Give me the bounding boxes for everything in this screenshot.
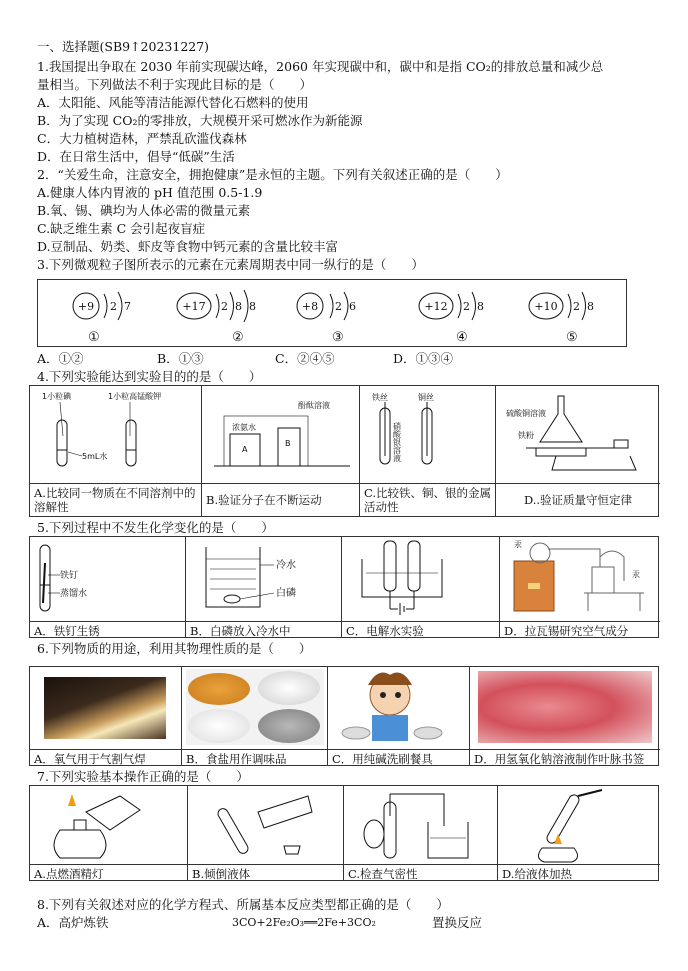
atom-4-shell-2: 8	[477, 300, 484, 313]
atom-1-nucleus: +9	[77, 300, 95, 313]
q2-option-c: C.缺乏维生素 C 会引起夜盲症	[37, 221, 206, 236]
q1-option-a: A．太阳能、风能等清洁能源代替化石燃料的使用	[37, 95, 309, 110]
q6-figure-panel	[29, 666, 659, 766]
atom-5-nucleus: +10	[534, 300, 558, 313]
dishwashing-cartoon	[328, 667, 470, 747]
label-distilled-water: 蒸馏水	[60, 589, 88, 599]
label-ammonia: 浓氨水	[232, 423, 256, 432]
atom-1	[73, 292, 131, 345]
label-mercury-right: 汞	[632, 570, 640, 579]
q4-figure-c	[360, 386, 496, 516]
q3-option-b: B．①③	[157, 351, 204, 366]
label-iron-nail: 铁钉	[60, 571, 79, 581]
q7-figure-b	[188, 786, 344, 880]
atom-3-shell-2: 6	[349, 300, 356, 313]
label-iodine: 1小粒碘	[42, 392, 72, 401]
q3-option-d: D．①③④	[393, 351, 454, 366]
q6-figure-b	[182, 667, 328, 765]
q7-caption-b: B.倾倒液体	[188, 864, 343, 880]
atom-1-label: ①	[88, 330, 100, 345]
test-tube-a2	[126, 420, 136, 466]
q5-caption-a: A．铁钉生锈	[30, 621, 185, 637]
label-white-phosphorus: 白磷	[276, 588, 296, 599]
q5-figure-b	[186, 537, 342, 637]
q6-figure-d	[470, 667, 660, 765]
atom-5-label: ⑤	[566, 330, 578, 345]
label-cold-water: 冷水	[276, 560, 296, 571]
atom-5	[529, 292, 594, 345]
q5-figure-panel	[29, 536, 659, 638]
atom-2-shell-3: 8	[249, 300, 256, 313]
airtightness-check	[344, 786, 498, 864]
q6-caption-a: A．氧气用于气割气焊	[30, 749, 181, 765]
atom-2-nucleus: +17	[182, 300, 206, 313]
atom-diagrams	[38, 280, 628, 348]
q7-caption-c: C.检查气密性	[344, 864, 497, 880]
atom-2-label: ②	[232, 330, 244, 345]
label-copper-sulfate: 硫酸铜溶液	[506, 409, 546, 418]
q1-option-c: C．大力植树造林，严禁乱砍滥伐森林	[37, 131, 247, 146]
atom-3	[297, 292, 356, 345]
q5-caption-d: D．拉瓦锡研究空气成分	[500, 621, 660, 637]
q1-stem-line2: 量相当。下列做法不利于实现此目标的是（ ）	[37, 77, 313, 92]
q3-option-a: A．①②	[37, 351, 84, 366]
label-copper-wire: 铜丝	[418, 393, 434, 402]
q7-figure-a	[30, 786, 188, 880]
q8-option-a-label: A．高炉炼铁	[37, 915, 109, 930]
q4-figure-a	[30, 386, 202, 516]
leaf-vein-photo	[478, 671, 652, 743]
q1-option-d: D．在日常生活中，倡导“低碳”生活	[37, 149, 235, 164]
label-a: A	[242, 445, 248, 454]
q6-caption-b: B．食盐用作调味品	[182, 749, 327, 765]
q2-stem: 2．“关爱生命，注意安全，拥抱健康”是永恒的主题。下列有关叙述正确的是（ ）	[37, 167, 508, 182]
q5-figure-d	[500, 537, 660, 637]
q4-caption-c: C.比较铁、铜、银的金属活动性	[360, 483, 495, 516]
q7-caption-a: A.点燃酒精灯	[30, 864, 187, 880]
flask	[540, 396, 582, 442]
atom-4-shell-1: 2	[463, 300, 470, 313]
atom-5-shell-2: 8	[587, 300, 594, 313]
q5-caption-b: B．白磷放入冷水中	[186, 621, 341, 637]
q5-stem: 5.下列过程中不发生化学变化的是（ ）	[37, 520, 274, 535]
atom-3-shell-1: 2	[335, 300, 342, 313]
q2-option-d: D.豆制品、奶类、虾皮等食物中钙元素的含量比较丰富	[37, 239, 339, 254]
q1-option-b: B．为了实现 CO₂的零排放，大规模开采可燃冰作为新能源	[37, 113, 363, 128]
q4-figure-d	[496, 386, 660, 516]
atom-3-nucleus: +8	[301, 300, 319, 313]
atom-2-shell-2: 8	[235, 300, 242, 313]
q5-figure-a	[30, 537, 186, 637]
label-mercury-left: 汞	[514, 540, 522, 549]
q4-figure-panel	[29, 385, 659, 517]
q8-stem: 8.下列有关叙述对应的化学方程式、所属基本反应类型都正确的是（ ）	[37, 897, 449, 912]
q4-caption-a: A.比较同一物质在不同溶剂中的溶解性	[30, 483, 201, 516]
q5-caption-c: C．电解水实验	[342, 621, 499, 637]
salt-photo	[186, 669, 324, 745]
q6-figure-a	[30, 667, 182, 765]
q2-option-b: B.氧、锡、碘均为人体必需的微量元素	[37, 203, 251, 218]
atom-2	[177, 290, 256, 345]
q7-stem: 7.下列实验基本操作正确的是（ ）	[37, 769, 249, 784]
q7-figure-panel	[29, 785, 659, 881]
q5-figure-c	[342, 537, 500, 637]
q4-stem: 4.下列实验能达到实验目的的是（ ）	[37, 369, 262, 384]
q4-caption-b: B.验证分子在不断运动	[202, 483, 359, 516]
label-kmno4: 1小粒高锰酸钾	[108, 392, 162, 401]
q4-caption-d: D..验证质量守恒定律	[496, 483, 660, 516]
welding-photo	[44, 677, 166, 739]
q6-figure-c	[328, 667, 470, 765]
q2-option-a: A.健康人体内胃液的 pH 值范围 0.5-1.9	[37, 185, 263, 200]
q6-stem: 6.下列物质的用途，利用其物理性质的是（ ）	[37, 641, 312, 656]
atom-4-label: ④	[456, 330, 468, 345]
q6-caption-c: C．用纯碱洗刷餐具	[328, 749, 469, 765]
atom-2-shell-1: 2	[221, 300, 228, 313]
label-phenolphthalein: 酚酞溶液	[298, 401, 330, 410]
label-silver-nitrate: 硝酸银溶液	[392, 422, 402, 462]
q1-stem-line1: 1.我国提出争取在 2030 年前实现碳达峰，2060 年实现碳中和，碳中和是指 CO₂的排放总量和减少总	[37, 59, 604, 74]
atom-structure-panel	[37, 279, 627, 347]
q7-figure-c	[344, 786, 498, 880]
section-header: 一、选择题(SB9↑20231227)	[37, 39, 210, 54]
q3-option-c: C．②④⑤	[275, 351, 335, 366]
atom-3-label: ③	[332, 330, 344, 345]
heating-liquid	[498, 786, 660, 864]
label-iron-wire: 铁丝	[372, 393, 388, 402]
q8-option-a-type: 置换反应	[432, 915, 483, 930]
pouring-liquid	[188, 786, 344, 864]
label-iron-powder: 铁粉	[518, 431, 534, 440]
atom-1-shell-2: 7	[124, 300, 131, 313]
label-b: B	[285, 439, 291, 448]
atom-4	[419, 292, 484, 345]
q3-stem: 3.下列微观粒子图所表示的元素在元素周期表中同一纵行的是（ ）	[37, 257, 424, 272]
lighting-alcohol-lamp	[30, 786, 188, 864]
atom-1-shell-1: 2	[110, 300, 117, 313]
atom-5-shell-1: 2	[573, 300, 580, 313]
q4-figure-b	[202, 386, 360, 516]
q6-caption-d: D．用氢氧化钠溶液制作叶脉书签	[470, 749, 660, 765]
q8-option-a-equation: 3CO+2Fe₂O₃══2Fe+3CO₂	[232, 916, 376, 929]
label-5ml-water: 5mL水	[82, 452, 108, 461]
q7-caption-d: D.给液体加热	[498, 864, 660, 880]
q7-figure-d	[498, 786, 660, 880]
atom-4-nucleus: +12	[424, 300, 448, 313]
